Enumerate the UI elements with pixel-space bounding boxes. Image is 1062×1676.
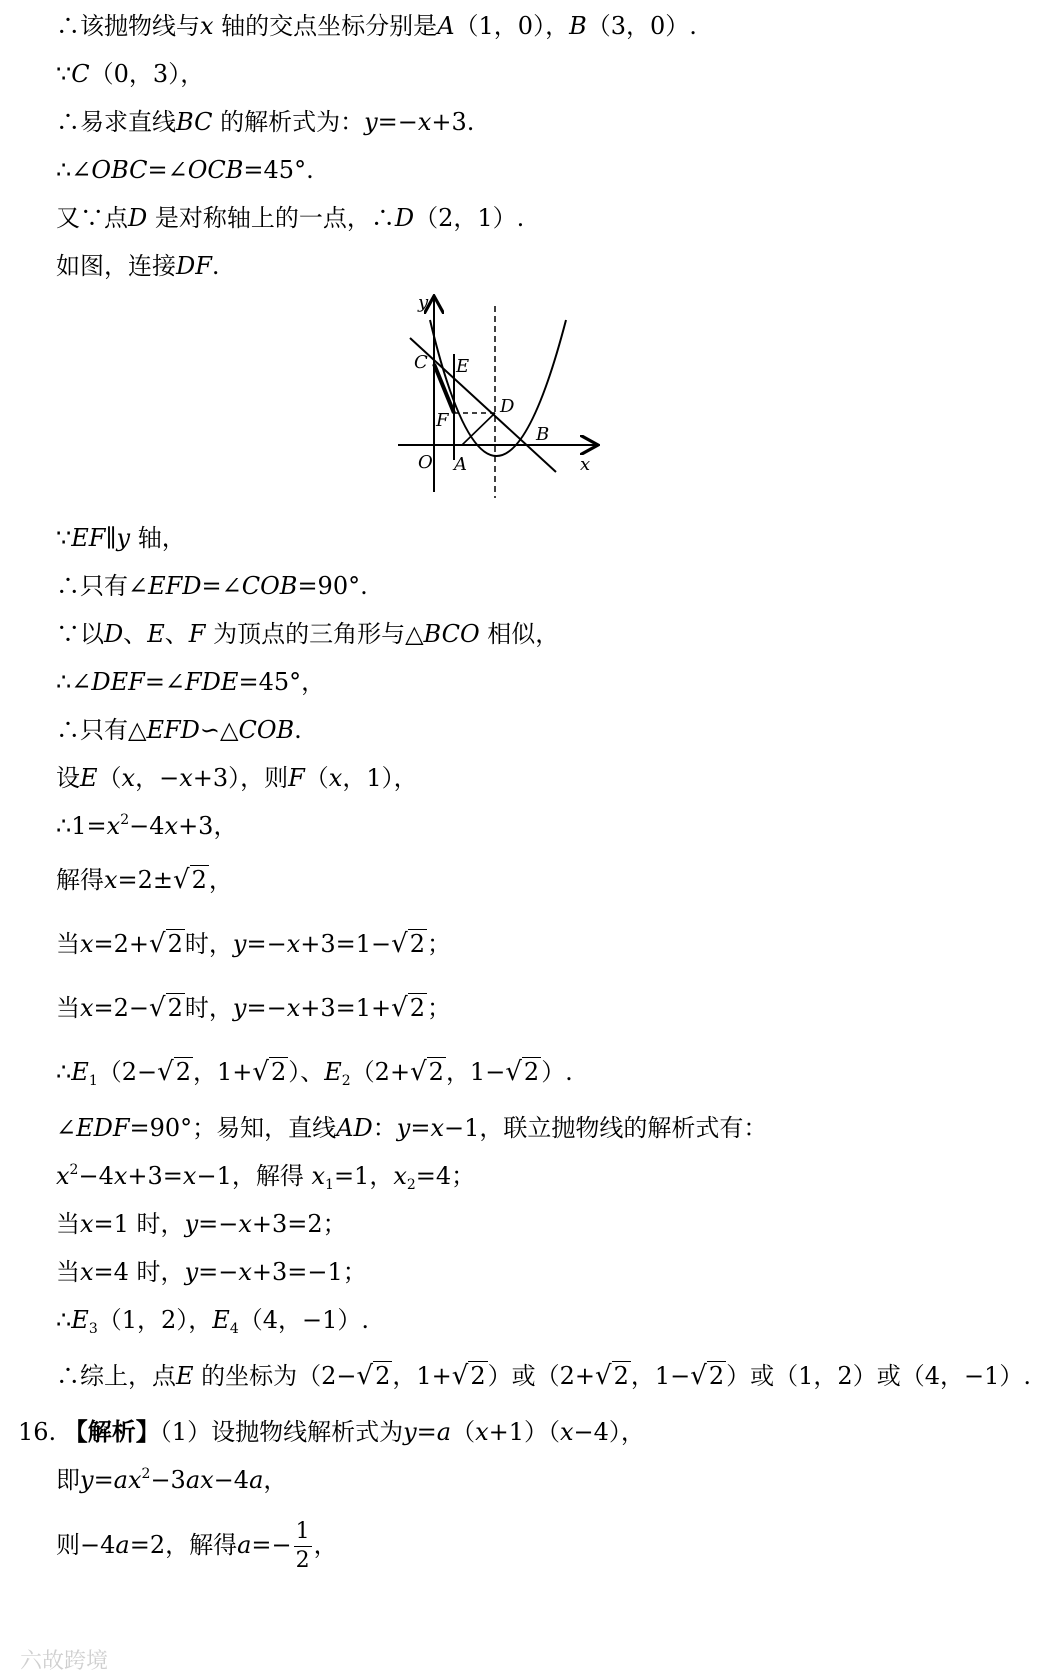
line-2: ∵C（0，3）， [56,60,205,88]
label-y: y [418,292,429,313]
line-1: ∴该抛物线与x 轴的交点坐标分别是A（1，0），B（3，0）. [56,12,697,40]
label-e: E [456,356,470,377]
line-24: 16. 【解析】（1）设抛物线解析式为y=a（x+1）（x−4）， [18,1417,645,1446]
watermark: 六故跨境 [20,1649,109,1674]
line-16: 当x=2−√2时，y=−x+3=1+√2； [56,993,451,1023]
line-23: ∴综上，点E 的坐标为（2−√2，1+√2）或（2+√2，1−√2）或（1，2）或（4，−1）. [56,1361,1031,1391]
line-5: 又∵点D 是对称轴上的一点，∴D（2，1）. [56,204,525,232]
label-b: B [536,424,550,445]
label-d: D [500,396,515,417]
line-21: 当x=4 时，y=−x+3=−1； [56,1258,367,1286]
line-3: ∴易求直线BC 的解析式为：y=−x+3. [56,108,475,136]
parabola-figure [390,292,602,502]
label-a: A [454,454,467,475]
label-x: x [580,454,591,475]
line-17: $\therefore E_1(2-√2$，1+√2）、$E_2(2+√2$，1−√2）. [56,1057,573,1089]
line-8: ∴只有∠EFD=∠COB=90°. [56,572,368,600]
line-22: $\therefore E_3(1$，2），$E_4(4$，−1）. [56,1306,370,1337]
label-c: C [414,352,428,373]
line-10: ∴∠DEF=∠FDE=45°， [56,668,326,696]
line-26: 则−4a=2，解得a=− $\frac{1}{2}$ ， [56,1519,338,1573]
line-11: ∴只有△EFD∽△COB. [56,716,302,744]
line-20: 当x=1 时，y=−x+3=2； [56,1210,347,1238]
line-4: ∴∠OBC=∠OCB=45°. [56,156,314,184]
line-7: ∵EF∥y 轴， [56,524,186,552]
line-12: 设E（x，−x+3），则F（x，1）， [56,764,418,792]
line-9: ∵以D、E、F 为顶点的三角形与△BCO 相似， [56,620,560,648]
line-14: 解得x=2±√2， [56,865,233,895]
line-25: 即$y=ax^2-3ax-4a$， [56,1466,288,1494]
line-13: $\therefore 1=x^2-4x+3$， [56,812,238,840]
label-f: F [436,410,449,431]
line-18: ∠EDF=90°；易知，直线AD：y=x−1，联立抛物线的解析式有： [56,1114,768,1142]
line-19: $x^2-4x+3=x-1$，解得 $x_1=1$，$x_2=4$； [56,1162,476,1193]
line-15: 当x=2+√2时，y=−x+3=1−√2； [56,929,451,959]
line-6: 如图，连接DF. [56,252,220,280]
label-o: O [418,452,433,473]
